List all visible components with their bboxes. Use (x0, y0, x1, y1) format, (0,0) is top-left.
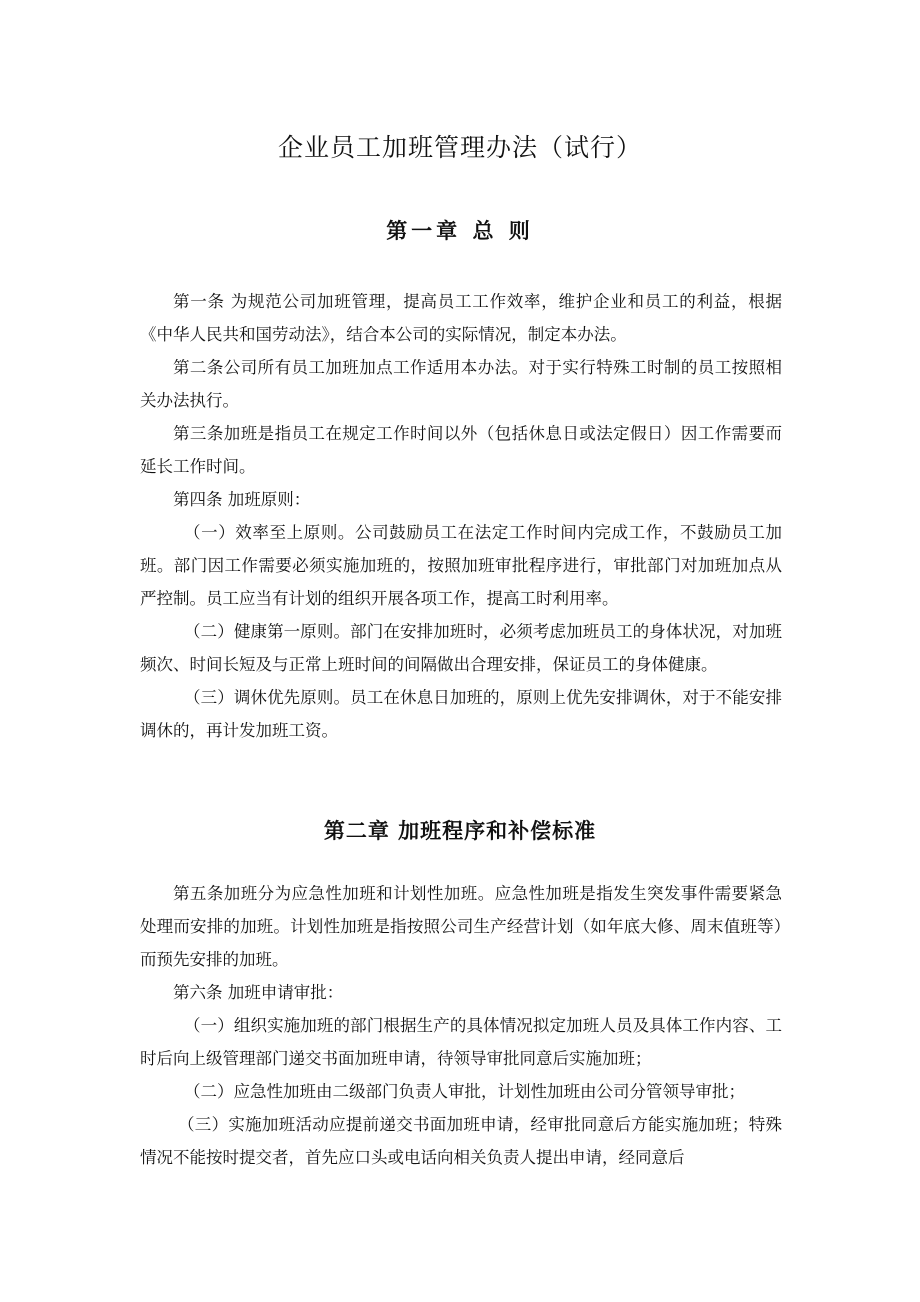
article-3: 第三条加班是指员工在规定工作时间以外（包括休息日或法定假日）因工作需要而延长工作时间。 (140, 424, 782, 476)
article-4: 第四条 加班原则： (173, 490, 311, 509)
article-1: 第一条 为规范公司加班管理，提高员工工作效率，维护企业和员工的利益，根据《中华人民共和国劳动法》，结合本公司的实际情况，制定本办法。 (140, 292, 782, 344)
article-6: 第六条 加班申请审批： (173, 983, 344, 1002)
article-5: 第五条加班分为应急性加班和计划性加班。应急性加班是指发生突发事件需要紧急处理而安排的加班。计划性加班是指按照公司生产经营计划（如年底大修、周末值班等）而预先安排的加班。 (140, 884, 782, 969)
chapter-2-heading: 第二章 加班程序和补偿标准 (323, 819, 597, 843)
article-2: 第二条公司所有员工加班加点工作适用本办法。对于实行特殊工时制的员工按照相关办法执行。 (140, 358, 782, 410)
article-4-item-1: （一）效率至上原则。公司鼓励员工在法定工作时间内完成工作，不鼓励员工加班。部门因工作需要必须实施加班的，按照加班审批程序进行，审批部门对加班加点从严控制。员工应当有计划的组织开展各项工作，提高工时利用率。 (140, 523, 782, 608)
article-6-item-2: （二）应急性加班由二级部门负责人审批，计划性加班由公司分管领导审批； (184, 1082, 745, 1101)
article-4-item-3: （三）调休优先原则。员工在休息日加班的，原则上优先安排调休，对于不能安排调休的，再计发加班工资。 (140, 688, 782, 740)
chapter-1-heading: 第一章 总 则 (386, 219, 534, 243)
article-6-item-1: （一）组织实施加班的部门根据生产的具体情况拟定加班人员及具体工作内容、工时后向上级管理部门递交书面加班申请，待领导审批同意后实施加班； (140, 1016, 782, 1068)
article-6-item-3: （三）实施加班活动应提前递交书面加班申请，经审批同意后方能实施加班；特殊情况不能按时提交者，首先应口头或电话向相关负责人提出申请，经同意后 (140, 1115, 782, 1167)
article-4-item-2: （二）健康第一原则。部门在安排加班时，必须考虑加班员工的身体状况，对加班频次、时间长短及与正常上班时间的间隔做出合理安排，保证员工的身体健康。 (140, 622, 782, 674)
chapter-1-body (140, 285, 782, 747)
document-title: 企业员工加班管理办法（试行） (277, 133, 642, 162)
chapter-2-body (140, 877, 782, 1174)
